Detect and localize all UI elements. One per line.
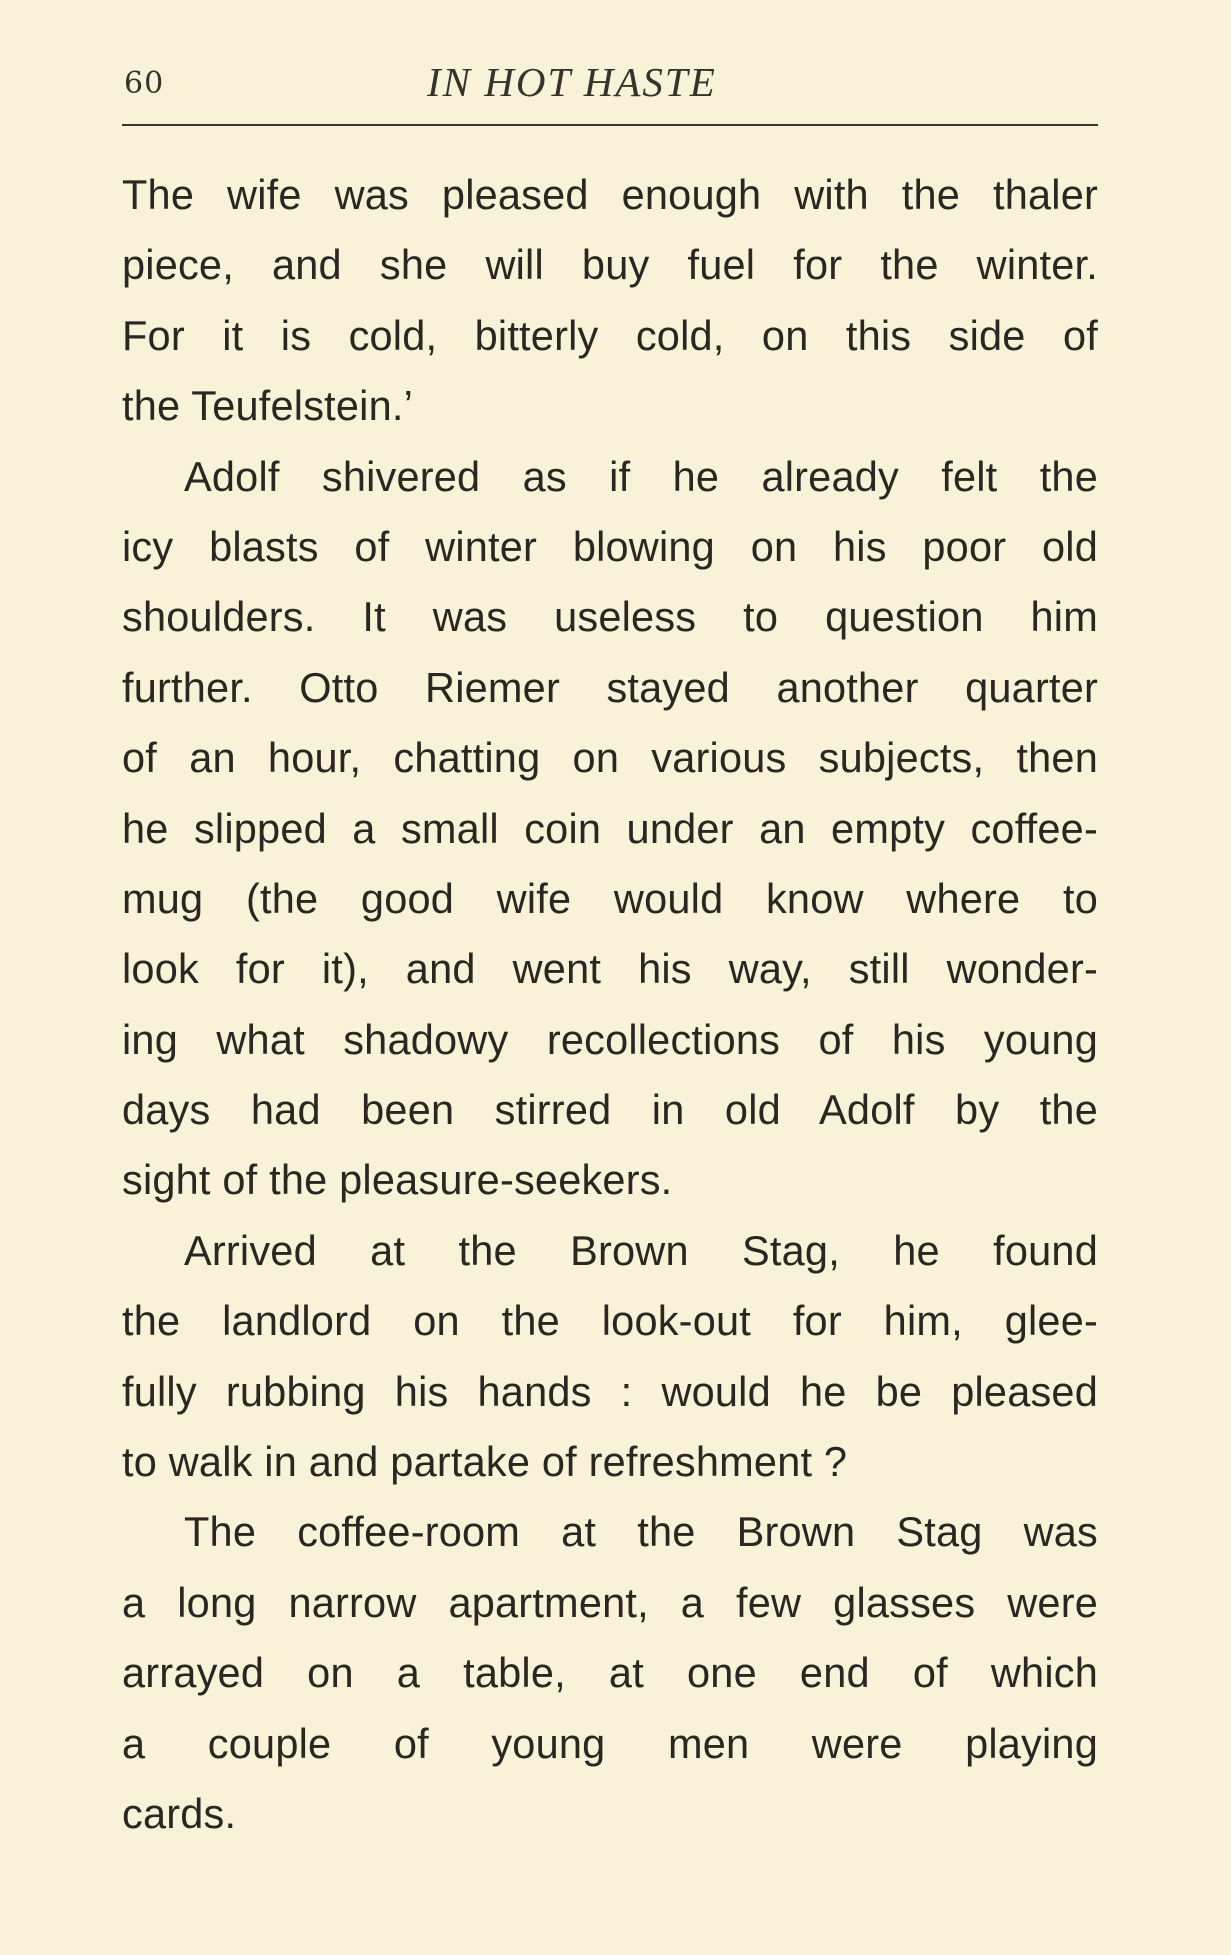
text-line: the Teufelstein.’ (122, 382, 414, 430)
text-line: the landlord on the look-out for him, glee- (122, 1297, 1098, 1345)
text-line: The wife was pleased enough with the thaler (122, 171, 1098, 218)
body-text (122, 160, 1098, 1849)
text-line: a couple of young men were playing (122, 1719, 1098, 1767)
text-line: For it is cold, bitterly cold, on this side of (122, 311, 1098, 359)
page-number: 60 (124, 66, 165, 101)
text-line: icy blasts of winter blowing on his poor old (122, 522, 1098, 570)
text-line: mug (the good wife would know where to (122, 874, 1098, 922)
text-line: further. Otto Riemer stayed another quarter (122, 663, 1098, 711)
text-line: to walk in and partake of refreshment ? (122, 1438, 848, 1486)
text-line: piece, and she will buy fuel for the winter. (122, 241, 1098, 289)
text-line: The coffee-room at the Brown Stag was (184, 1508, 1098, 1556)
text-line: he slipped a small coin under an empty coffee- (122, 804, 1098, 852)
text-line: shoulders. It was useless to question him (122, 593, 1098, 641)
text-line: of an hour, chatting on various subjects, then (122, 734, 1098, 782)
header-rule (122, 124, 1098, 126)
text-line: a long narrow apartment, a few glasses were (122, 1578, 1098, 1626)
text-line: look for it), and went his way, still wonder- (122, 945, 1098, 993)
text-line: arrayed on a table, at one end of which (122, 1649, 1098, 1697)
text-line: days had been stirred in old Adolf by the (122, 1086, 1098, 1134)
text-line: ing what shadowy recollections of his young (122, 1015, 1098, 1063)
text-line: Adolf shivered as if he already felt the (184, 452, 1098, 500)
text-line: sight of the pleasure-seekers. (122, 1156, 673, 1204)
text-line: fully rubbing his hands : would he be pleased (122, 1367, 1098, 1415)
text-line: cards. (122, 1789, 237, 1837)
page-header (124, 58, 1098, 108)
running-title: IN HOT HASTE (427, 59, 717, 105)
text-line: Arrived at the Brown Stag, he found (184, 1226, 1098, 1274)
